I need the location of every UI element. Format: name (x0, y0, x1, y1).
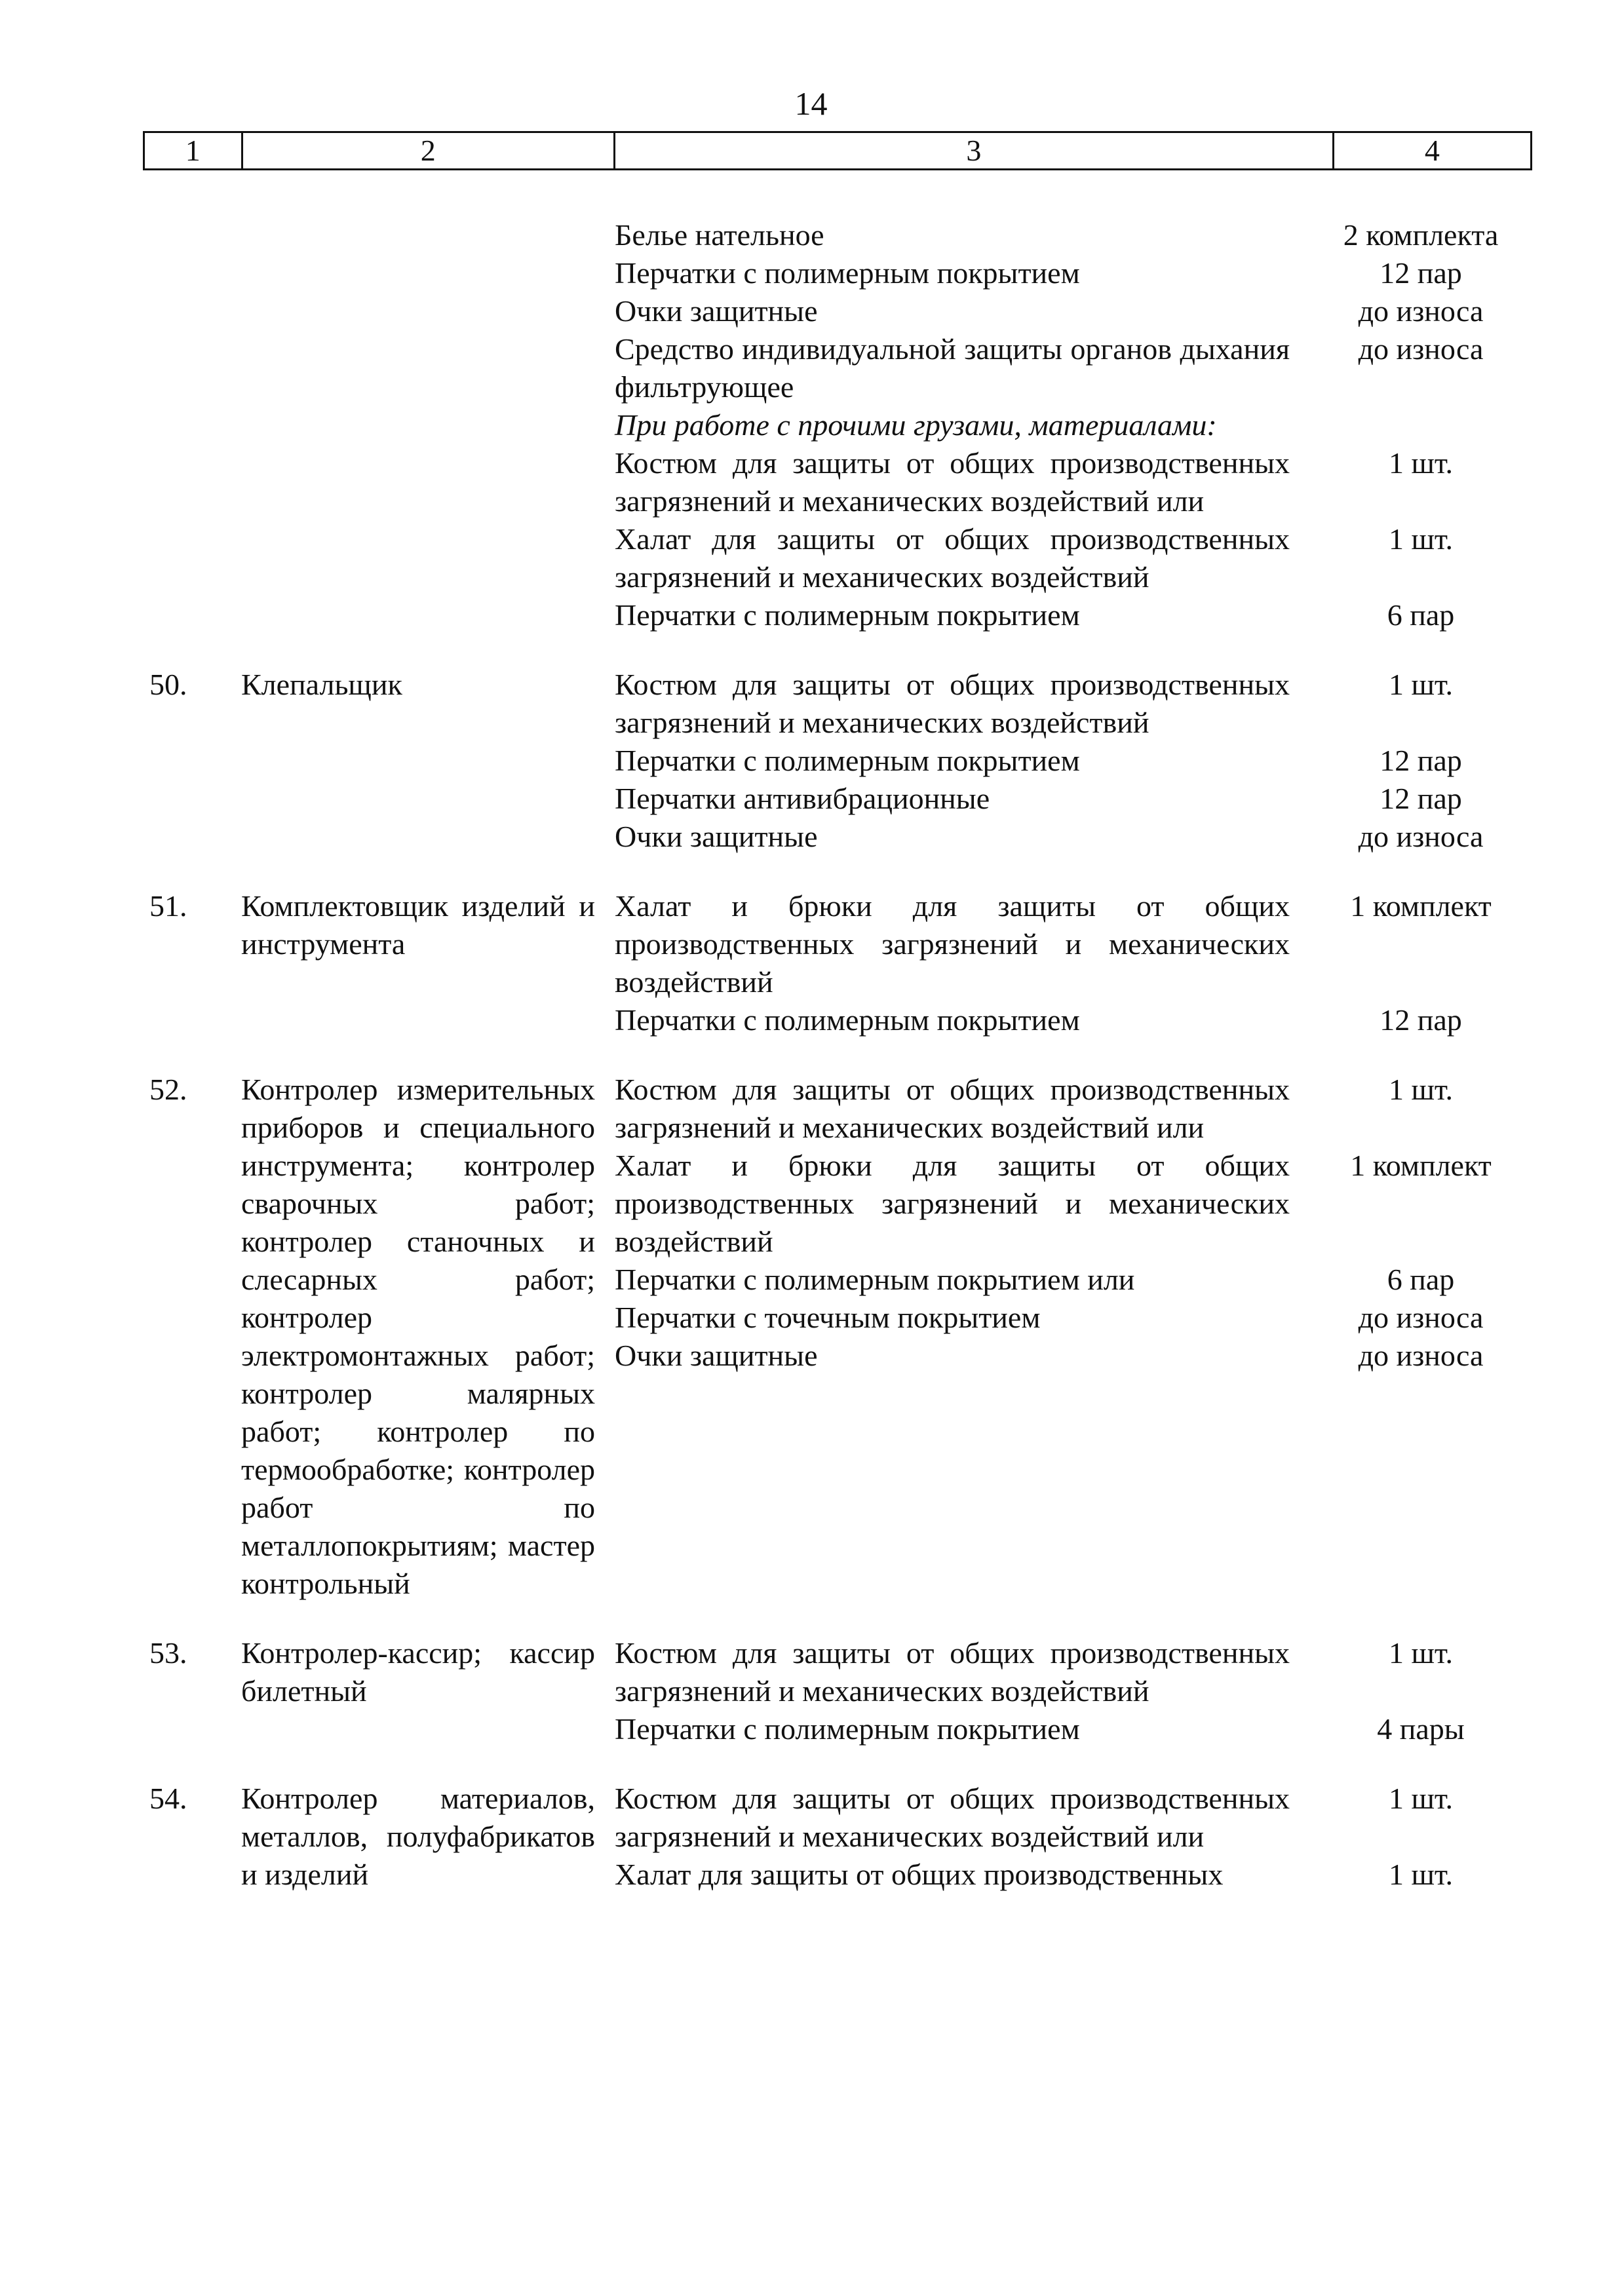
ppe-item-name: Костюм для защиты от общих производственных загрязнений и механических воздействий или (615, 1073, 1290, 1144)
ppe-item (615, 666, 1532, 742)
ppe-item (615, 1147, 1532, 1261)
ppe-item-quantity: 1 шт. (1388, 1858, 1454, 1891)
column-header-1: 1 (145, 133, 243, 168)
ppe-item-quantity: 6 пар (1387, 1263, 1455, 1296)
ppe-item (615, 254, 1532, 292)
ppe-item (615, 818, 1532, 856)
ppe-items (615, 1780, 1532, 1894)
ppe-item-name: Халат и брюки для защиты от общих производственных загрязнений и механических воздействий (615, 889, 1290, 999)
ppe-item-quantity: 1 шт. (1388, 1073, 1454, 1106)
ppe-item-quantity: 12 пар (1380, 744, 1462, 777)
entry-number: 54. (149, 1782, 187, 1815)
ppe-items (615, 216, 1532, 634)
ppe-item-name: Перчатки с полимерным покрытием (615, 256, 1080, 290)
page-number: 14 (794, 85, 828, 122)
ppe-item-name: При работе с прочими грузами, материалами: (615, 408, 1217, 442)
ppe-item (615, 292, 1532, 330)
ppe-item-name: Перчатки с полимерным покрытием (615, 744, 1080, 777)
ppe-item-name: Очки защитные (615, 1339, 818, 1372)
ppe-item-quantity: 1 шт. (1388, 668, 1454, 701)
ppe-item (615, 1337, 1532, 1375)
ppe-item-name: Очки защитные (615, 294, 818, 328)
ppe-item (615, 742, 1532, 780)
ppe-item (615, 330, 1532, 406)
table-row (143, 1071, 1532, 1603)
entry-number (143, 216, 241, 634)
ppe-item-name: Перчатки с полимерным покрытием (615, 1712, 1080, 1746)
ppe-item-quantity: 2 комплекта (1343, 218, 1499, 252)
entry-number: 50. (149, 668, 187, 701)
ppe-items (615, 1071, 1532, 1603)
ppe-item-name: Халат и брюки для защиты от общих производственных загрязнений и механических воздействий (615, 1149, 1290, 1258)
ppe-item (615, 444, 1532, 520)
ppe-item-quantity: 1 шт. (1388, 1782, 1454, 1815)
profession-name: Клепальщик (241, 668, 402, 701)
ppe-item-name: Перчатки с полимерным покрытием (615, 598, 1080, 632)
ppe-item-name: Перчатки антивибрационные (615, 782, 990, 815)
ppe-item-quantity: 12 пар (1380, 782, 1462, 815)
ppe-item (615, 406, 1532, 444)
ppe-item-quantity: до износа (1358, 1301, 1484, 1334)
ppe-item (615, 1856, 1532, 1894)
ppe-item-name: Перчатки с точечным покрытием (615, 1301, 1041, 1334)
ppe-item (615, 1710, 1532, 1748)
ppe-item-quantity: 12 пар (1380, 256, 1462, 290)
entry-number: 52. (149, 1073, 187, 1106)
ppe-item-name: Халат для защиты от общих производственных загрязнений и механических воздействий (615, 522, 1290, 594)
ppe-item-name: Средство индивидуальной защиты органов дыхания фильтрующее (615, 332, 1290, 404)
entry-number: 53. (149, 1636, 187, 1670)
column-header-row (143, 131, 1532, 170)
ppe-item (615, 1299, 1532, 1337)
ppe-items (615, 887, 1532, 1039)
ppe-item-name: Перчатки с полимерным покрытием или (615, 1263, 1135, 1296)
ppe-item (615, 1071, 1532, 1147)
profession-name: Контролер материалов, металлов, полуфабрикатов и изделий (241, 1782, 595, 1891)
ppe-item-name: Костюм для защиты от общих производственных загрязнений и механических воздействий (615, 668, 1290, 739)
table-row (143, 666, 1532, 856)
ppe-item-quantity: 6 пар (1387, 598, 1455, 632)
ppe-item (615, 1780, 1532, 1856)
column-header-2: 2 (243, 133, 615, 168)
ppe-item-name: Халат для защиты от общих производственных (615, 1858, 1224, 1891)
ppe-item-quantity: до износа (1358, 1339, 1484, 1372)
ppe-item-quantity: 1 комплект (1350, 889, 1492, 923)
ppe-items (615, 666, 1532, 856)
ppe-item-quantity: до износа (1358, 294, 1484, 328)
column-header-3: 3 (615, 133, 1334, 168)
profession-name (241, 216, 615, 634)
ppe-item-quantity: 12 пар (1380, 1003, 1462, 1037)
column-header-4: 4 (1424, 134, 1440, 167)
ppe-item (615, 887, 1532, 1001)
entries-list (143, 216, 1532, 1925)
ppe-item (615, 1261, 1532, 1299)
ppe-item-name: Костюм для защиты от общих производственных загрязнений и механических воздействий или (615, 1782, 1290, 1853)
ppe-item-quantity: 1 шт. (1388, 1636, 1454, 1670)
ppe-item (615, 596, 1532, 634)
ppe-item (615, 520, 1532, 596)
entry-number: 51. (149, 889, 187, 923)
ppe-item-quantity (1290, 406, 1532, 444)
ppe-item-quantity: 1 шт. (1388, 522, 1454, 556)
ppe-item-name: Костюм для защиты от общих производственных загрязнений и механических воздействий или (615, 446, 1290, 518)
ppe-item-quantity: до износа (1358, 820, 1484, 853)
ppe-item-quantity: 1 комплект (1350, 1149, 1492, 1182)
ppe-items (615, 1634, 1532, 1748)
profession-name: Контролер-кассир; кассир билетный (241, 1636, 595, 1708)
table-row (143, 1634, 1532, 1748)
ppe-item (615, 1001, 1532, 1039)
profession-name: Комплектовщик изделий и инструмента (241, 889, 595, 961)
table-row (143, 887, 1532, 1039)
ppe-item-name: Перчатки с полимерным покрытием (615, 1003, 1080, 1037)
ppe-item-quantity: 4 пары (1377, 1712, 1465, 1746)
table-row (143, 216, 1532, 634)
ppe-item (615, 780, 1532, 818)
ppe-item-quantity: до износа (1358, 332, 1484, 366)
ppe-item-name: Костюм для защиты от общих производственных загрязнений и механических воздействий (615, 1636, 1290, 1708)
table-row (143, 1780, 1532, 1894)
ppe-item (615, 216, 1532, 254)
ppe-item-quantity: 1 шт. (1388, 446, 1454, 480)
ppe-item-name: Белье нательное (615, 218, 824, 252)
ppe-item (615, 1634, 1532, 1710)
ppe-item-name: Очки защитные (615, 820, 818, 853)
profession-name: Контролер измерительных приборов и специального инструмента; контролер сварочных работ; контролер станочных и слесарных работ; контролер электромонтажных работ; контролер малярных работ; контролер по термообработке; контролер работ по металлопокрытиям; мастер контрольный (241, 1073, 595, 1600)
